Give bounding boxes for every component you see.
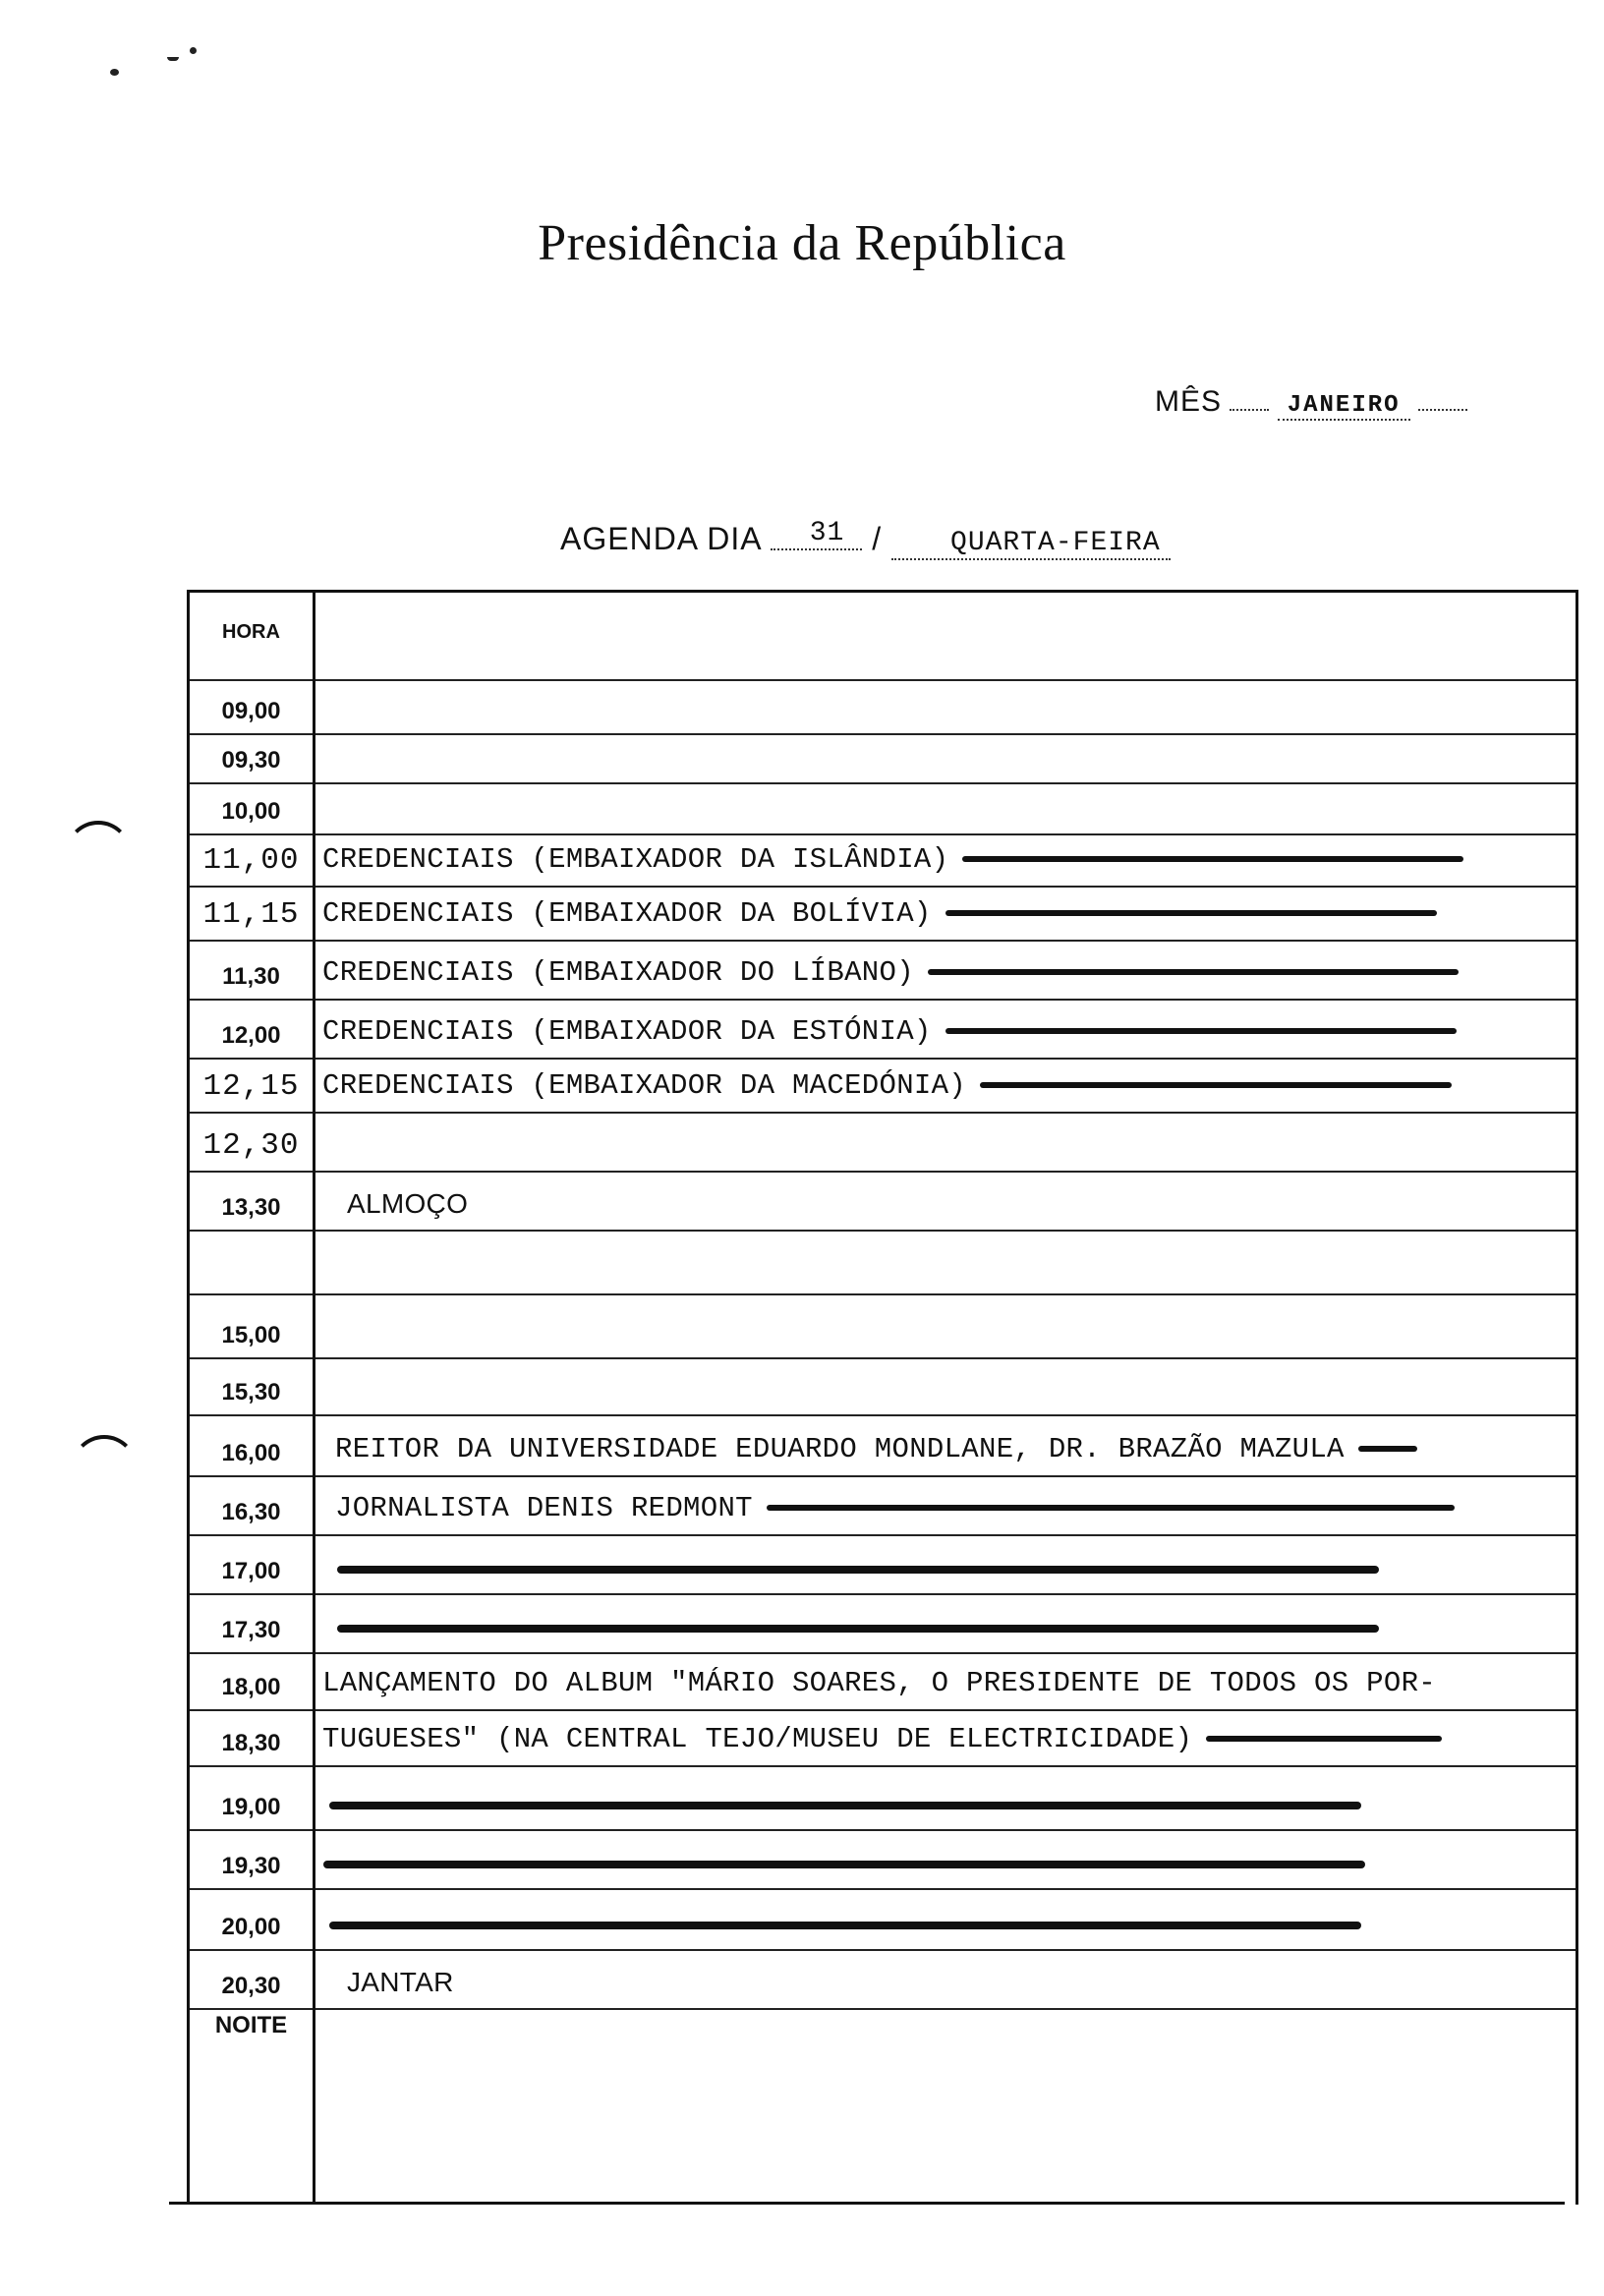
agenda-entry <box>322 1069 1452 1102</box>
agenda-row <box>190 1595 1575 1654</box>
agenda-row <box>190 1711 1575 1767</box>
time-slot: 18,00 <box>221 1674 281 1700</box>
dotted-leader <box>1230 409 1269 411</box>
agenda-entry-text: JORNALISTA DENIS REDMONT <box>335 1492 753 1524</box>
time-slot: 12,15 <box>202 1069 300 1104</box>
agenda-row <box>190 835 1575 888</box>
agenda-row <box>190 1536 1575 1595</box>
agenda-row <box>190 1060 1575 1114</box>
time-slot: NOITE <box>214 2012 288 2038</box>
scan-speck <box>190 47 197 54</box>
agenda-entry-text: REITOR DA UNIVERSIDADE EDUARDO MONDLANE, DR. BRAZÃO MAZULA <box>335 1433 1345 1465</box>
time-slot: 15,30 <box>221 1379 281 1406</box>
scan-speck <box>110 69 119 76</box>
agenda-entry-text: CREDENCIAIS (EMBAIXADOR DA MACEDÓNIA) <box>322 1069 967 1102</box>
agenda-entry <box>335 1492 1455 1524</box>
time-slot: 12,30 <box>202 1128 300 1163</box>
strike-line <box>945 910 1437 916</box>
date-separator: / <box>872 521 883 556</box>
agenda-entry-text: ALMOÇO <box>347 1188 469 1219</box>
table-bottom-rule <box>169 2202 1565 2205</box>
agenda-entry <box>347 1967 454 1998</box>
agenda-entry-text: CREDENCIAIS (EMBAIXADOR DA BOLÍVIA) <box>322 897 932 930</box>
scan-speck <box>167 57 179 61</box>
agenda-entry <box>322 843 1463 876</box>
month-line <box>1155 385 1467 421</box>
agenda-entry <box>347 1188 468 1220</box>
agenda-entry <box>322 1015 1457 1048</box>
agenda-row <box>190 1890 1575 1951</box>
dotted-leader <box>1418 409 1467 411</box>
time-slot: 20,00 <box>221 1914 281 1940</box>
time-slot: 19,30 <box>221 1853 281 1879</box>
page-title: Presidência da República <box>538 215 1066 271</box>
agenda-row <box>190 1951 1575 2010</box>
time-slot: 12,00 <box>221 1022 281 1049</box>
agenda-entry-text: CREDENCIAIS (EMBAIXADOR DA ESTÓNIA) <box>322 1015 932 1048</box>
agenda-row <box>190 1114 1575 1173</box>
agenda-row <box>190 942 1575 1001</box>
agenda-row <box>190 1767 1575 1831</box>
agenda-row <box>190 735 1575 784</box>
time-slot: 11,30 <box>222 963 280 990</box>
strike-line <box>945 1028 1457 1034</box>
agenda-entry-text: CREDENCIAIS (EMBAIXADOR DA ISLÂNDIA) <box>322 843 949 876</box>
hour-column-header: HORA <box>222 621 280 643</box>
agenda-row <box>190 1416 1575 1477</box>
time-slot: 16,00 <box>221 1440 281 1466</box>
weekday-value: QUARTA-FEIRA <box>891 528 1171 560</box>
time-slot: 20,30 <box>221 1973 281 1999</box>
day-value: 31 <box>771 518 863 550</box>
agenda-entry-text: LANÇAMENTO DO ALBUM "MÁRIO SOARES, O PRESIDENTE DE TODOS OS POR- <box>322 1667 1436 1699</box>
time-slot: 17,30 <box>221 1617 281 1643</box>
agenda-entry-text: TUGUESES" (NA CENTRAL TEJO/MUSEU DE ELECTRICIDADE) <box>322 1723 1193 1755</box>
agenda-row <box>190 1295 1575 1359</box>
time-slot: 19,00 <box>221 1794 281 1820</box>
agenda-entry-text: JANTAR <box>347 1967 454 1997</box>
strike-line <box>1206 1736 1442 1742</box>
agenda-entry <box>322 1667 1436 1699</box>
month-value: JANEIRO <box>1278 392 1410 421</box>
agenda-row <box>190 1232 1575 1295</box>
time-slot: 09,00 <box>221 698 281 724</box>
redaction-bar <box>337 1566 1379 1574</box>
table-header-row <box>190 593 1575 681</box>
agenda-entry <box>322 1723 1442 1755</box>
agenda-row <box>190 1654 1575 1711</box>
agenda-entry-text: CREDENCIAIS (EMBAIXADOR DO LÍBANO) <box>322 956 914 989</box>
punch-hole-mark <box>65 821 132 888</box>
agenda-row <box>190 681 1575 735</box>
agenda-label: AGENDA DIA <box>560 521 761 556</box>
agenda-table <box>187 590 1578 2205</box>
strike-line <box>928 969 1459 975</box>
agenda-row <box>190 1001 1575 1060</box>
time-slot: 17,00 <box>221 1558 281 1584</box>
redaction-bar <box>323 1861 1365 1868</box>
punch-hole-mark <box>71 1435 138 1502</box>
agenda-row <box>190 784 1575 835</box>
strike-line <box>962 856 1463 862</box>
agenda-row <box>190 1359 1575 1416</box>
time-slot: 15,00 <box>221 1322 281 1349</box>
time-slot: 10,00 <box>221 798 281 825</box>
agenda-row <box>190 1831 1575 1890</box>
agenda-day-line <box>560 518 1171 560</box>
agenda-row <box>190 1173 1575 1232</box>
redaction-bar <box>329 1802 1361 1809</box>
agenda-row <box>190 888 1575 942</box>
agenda-entry <box>322 956 1459 989</box>
strike-line <box>1358 1446 1417 1452</box>
time-slot: 11,00 <box>202 843 300 878</box>
time-slot: 16,30 <box>221 1499 281 1525</box>
agenda-row <box>190 1477 1575 1536</box>
strike-line <box>980 1082 1452 1088</box>
time-slot: 09,30 <box>221 747 281 774</box>
redaction-bar <box>337 1625 1379 1633</box>
strike-line <box>767 1505 1455 1511</box>
time-slot: 11,15 <box>202 897 300 932</box>
hour-column-divider <box>313 590 315 2202</box>
agenda-row <box>190 2010 1575 2205</box>
agenda-entry <box>322 897 1437 930</box>
time-slot: 18,30 <box>221 1730 281 1756</box>
time-slot: 13,30 <box>221 1194 281 1221</box>
agenda-entry <box>335 1433 1417 1465</box>
redaction-bar <box>329 1922 1361 1929</box>
month-label: MÊS <box>1155 385 1223 418</box>
